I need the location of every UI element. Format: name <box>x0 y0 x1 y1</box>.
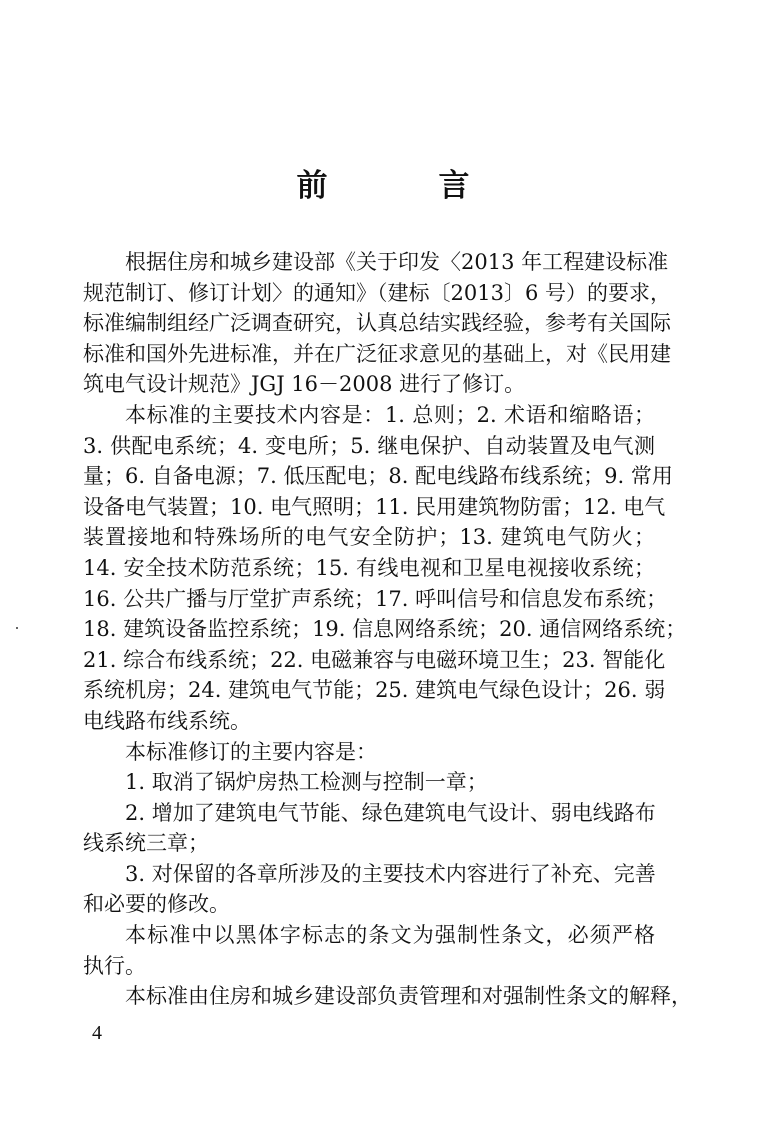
text-line: 本标准中以黑体字标志的条文为强制性条文，必须严格 <box>125 923 655 948</box>
text-line: 14. 安全技术防范系统；15. 有线电视和卫星电视接收系统； <box>83 555 655 580</box>
paragraph <box>83 798 655 859</box>
text-line: 本标准修订的主要内容是： <box>125 739 377 764</box>
paragraph <box>83 859 655 920</box>
text-line: 标准编制组经广泛调查研究，认真总结实践经验，参考有关国际 <box>83 311 671 336</box>
page-title: 前 言 <box>296 168 510 204</box>
paragraph <box>83 920 655 981</box>
text-line: 本标准由住房和城乡建设部负责管理和对强制性条文的解释， <box>125 984 692 1009</box>
text-line: 设备电气装置；10. 电气照明；11. 民用建筑物防雷；12. 电气 <box>83 494 666 519</box>
text-line: 执行。 <box>83 953 146 978</box>
text-line: 线系统三章； <box>83 831 209 856</box>
text-line: 和必要的修改。 <box>83 892 230 917</box>
paragraph <box>83 981 692 1012</box>
text-line: 1. 取消了锅炉房热工检测与控制一章； <box>125 770 488 795</box>
text-line: 规范制订、修订计划〉的通知》（建标〔2013〕6 号）的要求， <box>83 280 671 305</box>
text-line: 筑电气设计规范》JGJ 16－2008 进行了修订。 <box>83 372 526 397</box>
text-line: 21. 综合布线系统；22. 电磁兼容与电磁环境卫生；23. 智能化 <box>83 647 666 672</box>
text-line: 系统机房；24. 建筑电气节能；25. 建筑电气绿色设计；26. 弱 <box>83 678 666 703</box>
page-number: 4 <box>92 1022 102 1044</box>
text-line: 根据住房和城乡建设部《关于印发〈2013 年工程建设标准 <box>125 250 669 274</box>
text-line: 装置接地和特殊场所的电气安全防护；13. 建筑电气防火； <box>83 525 655 550</box>
text-line: 16. 公共广播与厅堂扩声系统；17. 呼叫信号和信息发布系统； <box>83 586 668 611</box>
text-line: 量；6. 自备电源；7. 低压配电；8. 配电线路布线系统；9. 常用 <box>83 464 673 489</box>
text-line: 2. 增加了建筑电气节能、绿色建筑电气设计、弱电线路布 <box>125 800 656 825</box>
paragraph <box>83 737 655 768</box>
text-line: 18. 建筑设备监控系统；19. 信息网络系统；20. 通信网络系统； <box>83 617 687 642</box>
text-line: 3. 供配电系统；4. 变电所；5. 继电保护、自动装置及电气测 <box>83 433 655 458</box>
text-line: 电线路布线系统。 <box>83 708 251 733</box>
paragraph <box>83 767 655 798</box>
text-line: 3. 对保留的各章所涉及的主要技术内容进行了补充、完善 <box>125 861 656 886</box>
paragraph <box>83 400 687 737</box>
paragraph <box>83 247 671 400</box>
text-line: 本标准的主要技术内容是：1. 总则；2. 术语和缩略语； <box>125 402 655 427</box>
scan-speck <box>16 627 18 629</box>
document-body <box>83 247 692 1012</box>
text-line: 标准和国外先进标准，并在广泛征求意见的基础上，对《民用建 <box>83 341 671 366</box>
